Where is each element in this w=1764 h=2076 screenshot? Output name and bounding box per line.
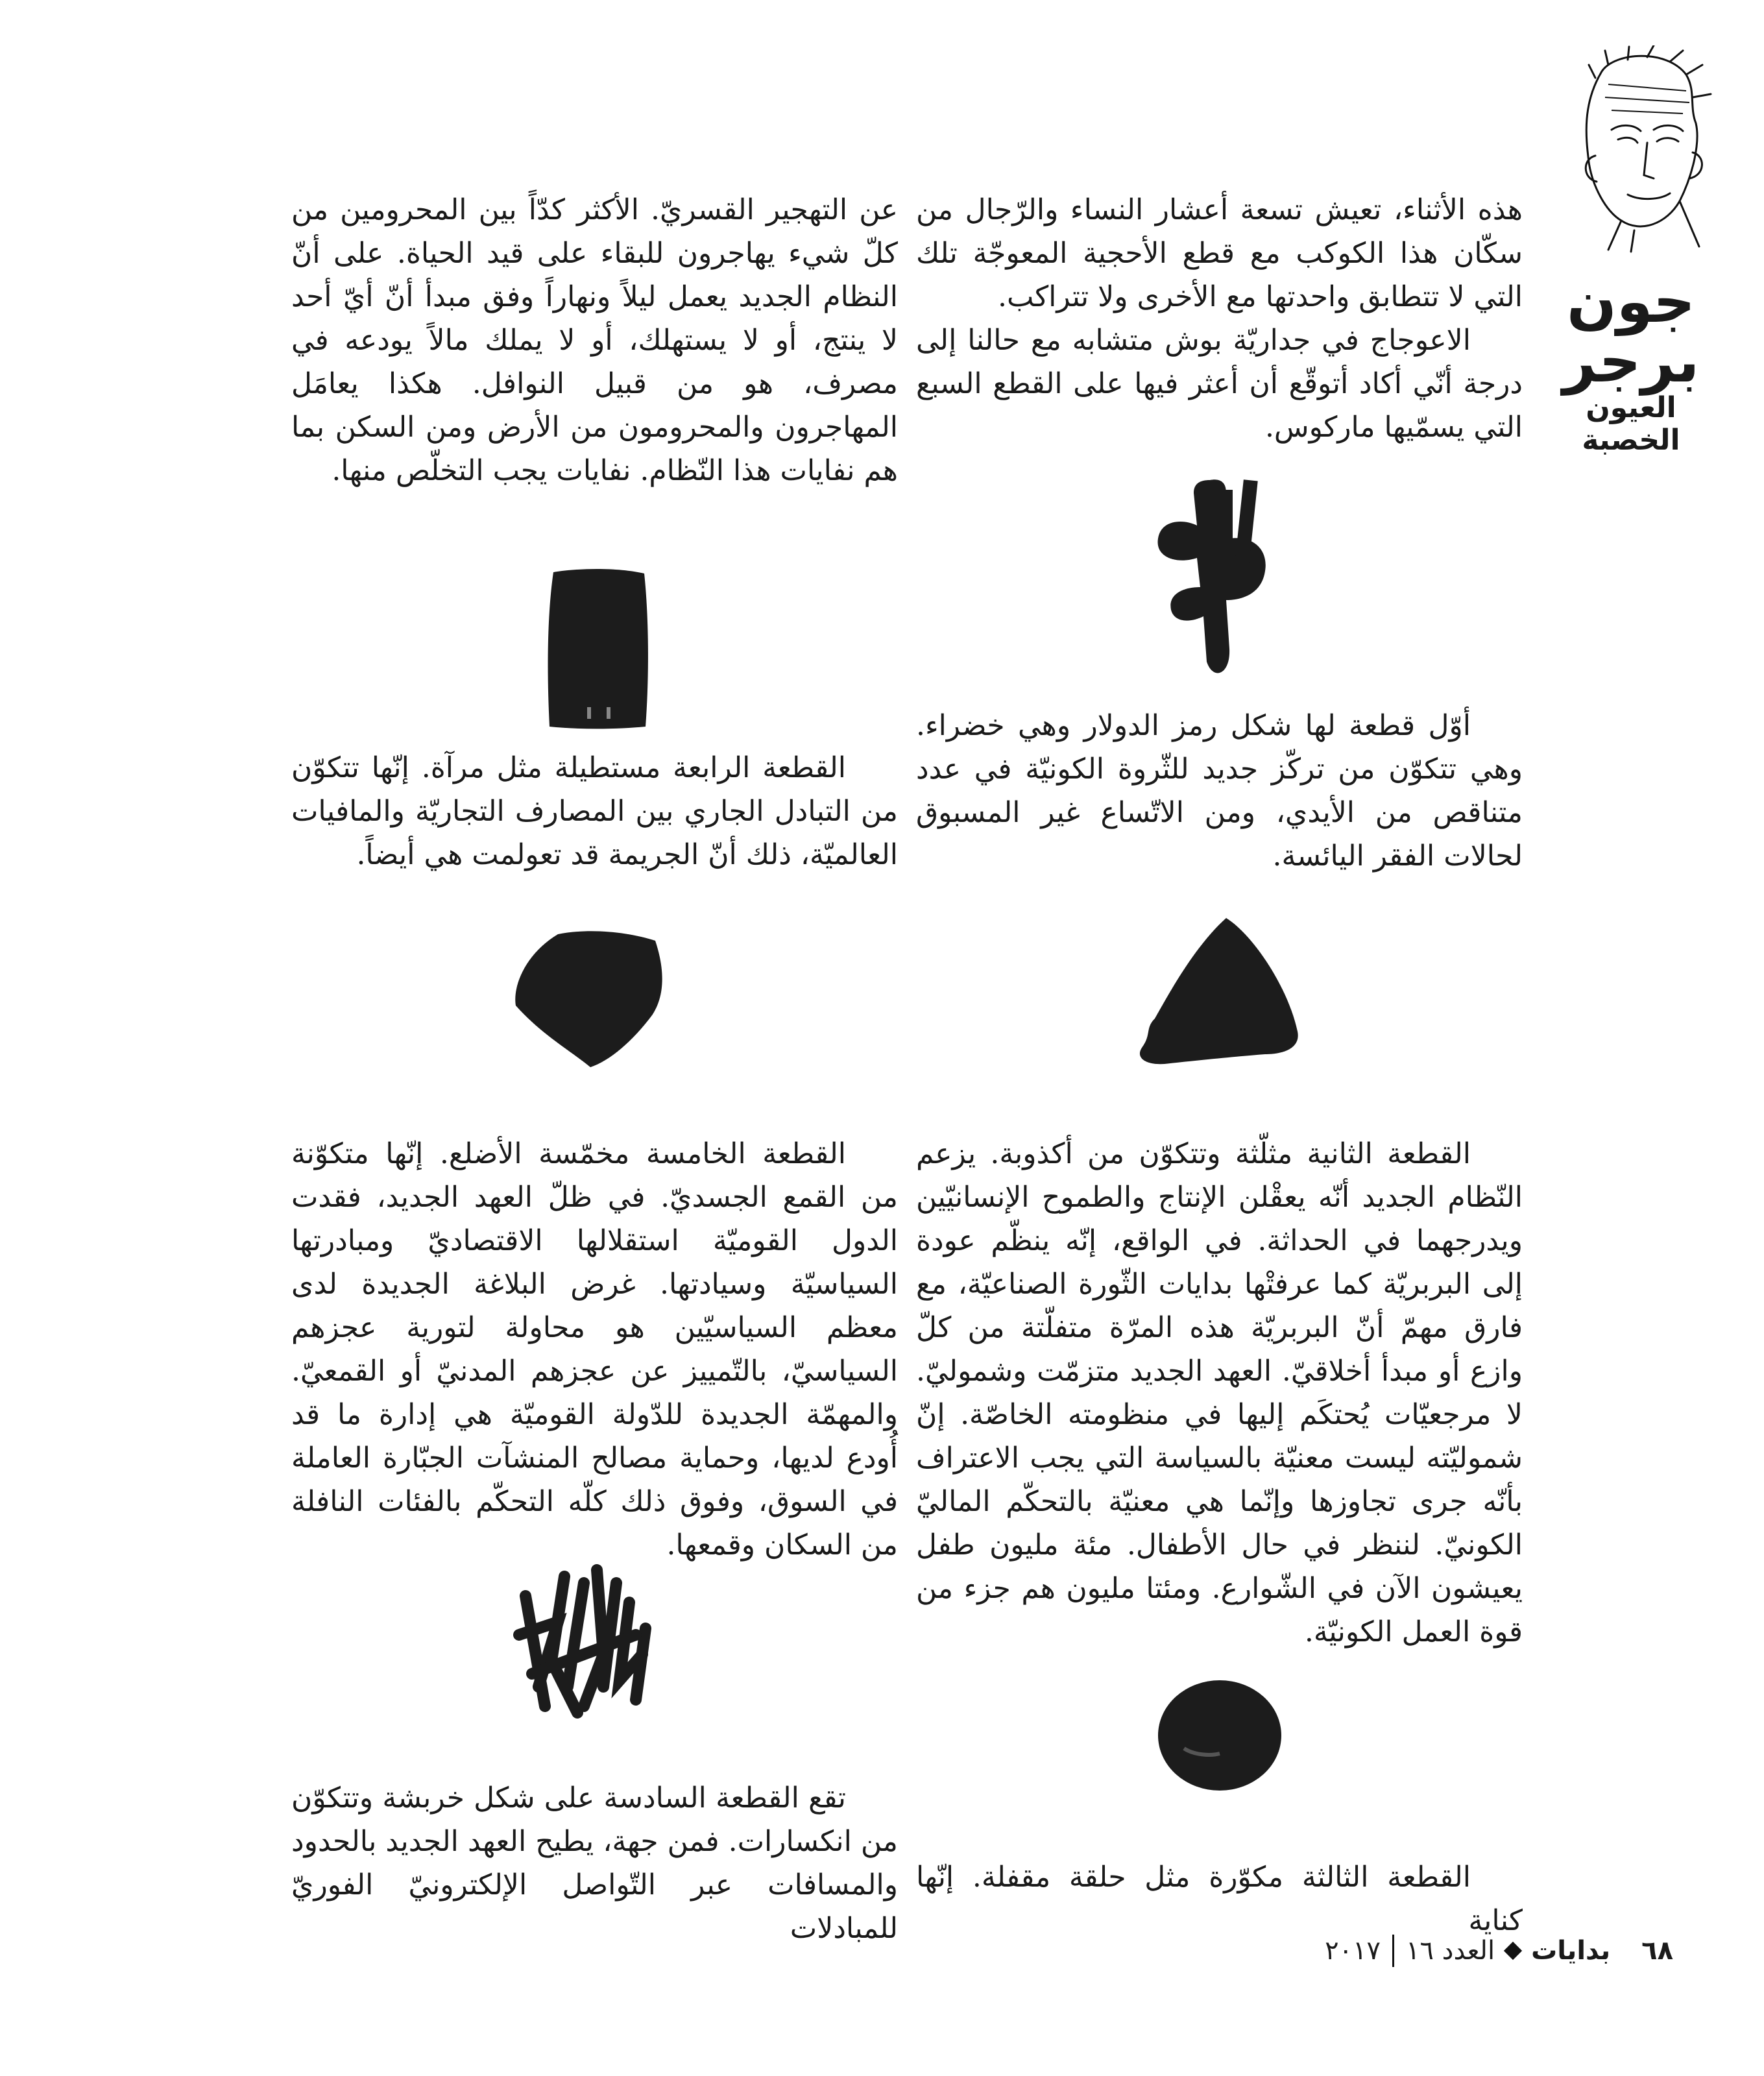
left-column-scribble (291, 1776, 898, 1950)
paragraph: عن التهجير القسريّ. الأكثر كدّاً بين المحرومين من كلّ شيء يهاجرون للبقاء على قيد الحياة. على أنّ النظام الجديد يعمل ليلاً ونهاراً وفق مبدأ أنّ أيّ أحد لا ينتج، أو لا يستهلك، أو لا يملك مالاً يودعه في مصرف، هو من قبيل النوافل. هكذا يعامَل المهاجرون والمحرومون من الأرض ومن السكن بما هم نفايات هذا النّظام. نفايات يجب التخلّص منها. (291, 193, 899, 487)
left-column-pentagon (291, 1132, 898, 1567)
page-number: ٦٨ (1641, 1936, 1673, 1966)
series-author: جون برجر (1562, 268, 1700, 396)
issue-year: ٢٠١٧ (1325, 1936, 1381, 1966)
paragraph: أوّل قطعة لها شكل رمز الدولار وهي خضراء. وهي تتكوّن من تركّز جديد للثّروة الكونيّة في عدد متناقص من الأيدي، ومن الاتّساع غير المسبوق لحالات الفقر اليائسة. (916, 709, 1523, 873)
magazine-name: بدايات (1531, 1936, 1611, 1966)
paragraph: الاعوجاج في جداريّة بوش متشابه مع حالنا إلى درجة أنّي أكاد أتوقّع أن أعثر فيها على القطع السبع التي يسمّيها ماركوس. (916, 324, 1523, 444)
pentagon-shape-icon (506, 924, 668, 1074)
scribble-shape-icon (506, 1557, 675, 1726)
circle-shape-icon (1148, 1671, 1291, 1800)
series-title: العيون الخصبة (1582, 391, 1680, 457)
paragraph: تقع القطعة السادسة على شكل خربشة وتتكوّن من انكسارات. فمن جهة، يطيح العهد الجديد بالحدود والمسافات عبر التّواصل الإلكترونيّ الفوريّ للمبادلات (291, 1781, 898, 1945)
right-column-triangle (916, 1132, 1523, 1654)
left-column-intro (291, 188, 898, 492)
paragraph: القطعة الرابعة مستطيلة مثل مرآة. إنّها تتكوّن من التبادل الجاري بين المصارف التجاريّة والمافيات العالميّة، ذلك أنّ الجريمة قد تعولمت هي أيضاً. (291, 751, 898, 871)
right-column-intro (916, 188, 1523, 449)
page-footer (1325, 1935, 1673, 1967)
diamond-icon (1504, 1942, 1522, 1960)
series-heading (1543, 268, 1719, 457)
paragraph: القطعة الثالثة مكوّرة مثل حلقة مقفلة. إنّها كناية (916, 1861, 1523, 1937)
triangle-shape-icon (1129, 908, 1311, 1070)
issue-number: العدد ١٦ (1406, 1936, 1495, 1966)
paragraph: القطعة الثانية مثلّثة وتتكوّن من أكذوبة. يزعم النّظام الجديد أنّه يعقْلن الإنتاج والطموح الإنسانيّين ويدرجهما في الحداثة. في الواقع، إنّه ينظّم عودة إلى البربريّة كما عرفتْها بدايات الثّورة الصناعيّة، مع فارق مهمّ أنّ البربريّة هذه المرّة متفلّتة من كلّ وازع أو مبدأ أخلاقيّ. العهد الجديد متزمّت وشموليّ. لا مرجعيّات يُحتكَم إليها في منظومته الخاصّة. إنّ شموليّته ليست معنيّة بالسياسة التي يجب الاعتراف بأنّه جرى تجاوزها وإنّما هي معنيّة بالتحكّم الماليّ الكونيّ. لننظر في حال الأطفال. مئة مليون طفل يعيشون الآن في الشّوارع. ومئتا مليون هم جزء من قوة العمل الكونيّة. (916, 1137, 1523, 1648)
paragraph: القطعة الخامسة مخمّسة الأضلع. إنّها متكوّنة من القمع الجسديّ. في ظلّ العهد الجديد، فقدت الدول القوميّة استقلالها الاقتصاديّ ومبادرتها السياسيّة وسيادتها. غرض البلاغة الجديدة لدى معظم السياسيّين هو محاولة لتورية عجزهم السياسيّ، بالتّمييز عن عجزهم المدنيّ أو القمعيّ. والمهمّة الجديدة للدّولة القوميّة هي إدارة ما قد أُودع لديها، وحماية مصالح المنشآت الجبّارة العاملة في السوق، وفوق ذلك كلّه التحكّم بالفئات النافلة من السكان وقمعها. (291, 1137, 898, 1562)
paragraph: هذه الأثناء، تعيش تسعة أعشار النساء والرّجال من سكّان هذا الكوكب مع قطع الأحجية المعوجّة تلك التي لا تتطابق واحدتها مع الأخرى ولا تتراكب. (916, 193, 1523, 313)
rectangle-shape-icon (542, 564, 652, 733)
author-portrait-sketch (1556, 45, 1719, 253)
dollar-shape-icon (1132, 467, 1301, 688)
right-column-dollar (916, 704, 1523, 878)
right-column-circle (916, 1855, 1523, 1942)
left-column-rectangle (291, 746, 898, 876)
footer-divider (1392, 1935, 1394, 1967)
